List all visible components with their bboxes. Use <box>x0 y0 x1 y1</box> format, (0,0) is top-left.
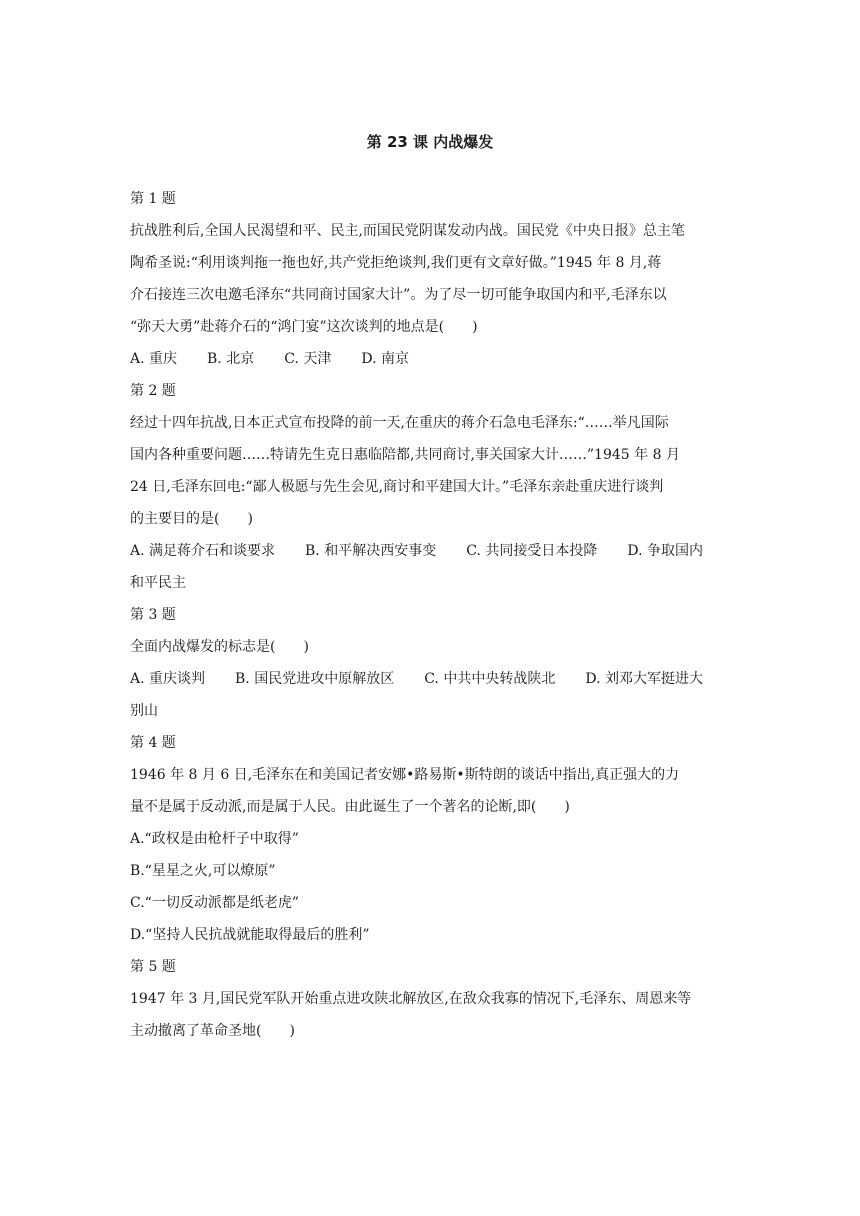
question-text-line: 抗战胜利后,全国人民渴望和平、民主,而国民党阴谋发动内战。国民党《中央日报》总主笔 <box>130 223 685 239</box>
question-heading: 第 3 题 <box>130 607 176 623</box>
question-text-line: 国内各种重要问题……特请先生克日惠临陪都,共同商讨,事关国家大计……”1945 年 8 月 <box>130 447 680 463</box>
option-d: D. 争取国内 <box>627 543 703 559</box>
option-d: D. 刘邓大军挺进大 <box>585 671 703 687</box>
question-heading: 第 4 题 <box>130 735 176 751</box>
question-text-line: 主动撤离了革命圣地( ) <box>130 1023 295 1039</box>
option-b: B.“星星之火,可以燎原” <box>130 863 276 879</box>
question-text-line: 介石接连三次电邀毛泽东“共同商讨国家大计”。为了尽一切可能争取国内和平,毛泽东以 <box>130 287 667 303</box>
question-text-line: 24 日,毛泽东回电:“鄙人极愿与先生会见,商讨和平建国大计。”毛泽东亲赴重庆进行谈判 <box>130 479 664 495</box>
question-heading: 第 1 题 <box>130 191 176 207</box>
question-text-line: 1947 年 3 月,国民党军队开始重点进攻陕北解放区,在敌众我寡的情况下,毛泽东、周恩来等 <box>130 991 692 1007</box>
question-text-line: 全面内战爆发的标志是( ) <box>130 639 309 655</box>
option-b: B. 国民党进攻中原解放区 <box>235 671 395 687</box>
option-a: A. 重庆谈判 <box>130 671 206 687</box>
question-text-line: 的主要目的是( ) <box>130 511 253 527</box>
question-text-line: “弥天大勇”赴蒋介石的“鸿门宴”这次谈判的地点是( ) <box>130 319 478 335</box>
option-c: C.“一切反动派都是纸老虎” <box>130 895 299 911</box>
option-c: C. 天津 <box>284 351 332 367</box>
option-a: A. 重庆 <box>130 351 178 367</box>
option-d: D. 南京 <box>361 351 409 367</box>
answer-options <box>130 535 730 567</box>
option-d: D.“坚持人民抗战就能取得最后的胜利” <box>130 927 370 943</box>
question-list <box>130 183 730 1047</box>
answer-options <box>130 663 730 695</box>
question-text-line: 1946 年 8 月 6 日,毛泽东在和美国记者安娜•路易斯•斯特朗的谈话中指出,真正强大的力 <box>130 767 680 783</box>
question-text-line: 陶希圣说:“利用谈判拖一拖也好,共产党拒绝谈判,我们更有文章好做。”1945 年 8 月,蒋 <box>130 255 662 271</box>
option-wrap-text: 别山 <box>130 703 158 719</box>
page-title: 第 23 课 内战爆发 <box>366 133 494 151</box>
option-a: A.“政权是由枪杆子中取得” <box>130 831 299 847</box>
option-a: A. 满足蒋介石和谈要求 <box>130 543 276 559</box>
question-text-line: 量不是属于反动派,而是属于人民。由此诞生了一个著名的论断,即( ) <box>130 799 570 815</box>
option-c: C. 共同接受日本投降 <box>466 543 598 559</box>
option-b: B. 北京 <box>207 351 255 367</box>
question-text-line: 经过十四年抗战,日本正式宣布投降的前一天,在重庆的蒋介石急电毛泽东:“……举凡国际 <box>130 415 669 431</box>
answer-options <box>130 343 730 375</box>
option-b: B. 和平解决西安事变 <box>305 543 437 559</box>
question-heading: 第 2 题 <box>130 383 176 399</box>
question-heading: 第 5 题 <box>130 959 176 975</box>
option-wrap-text: 和平民主 <box>130 575 186 591</box>
option-c: C. 中共中央转战陕北 <box>424 671 556 687</box>
